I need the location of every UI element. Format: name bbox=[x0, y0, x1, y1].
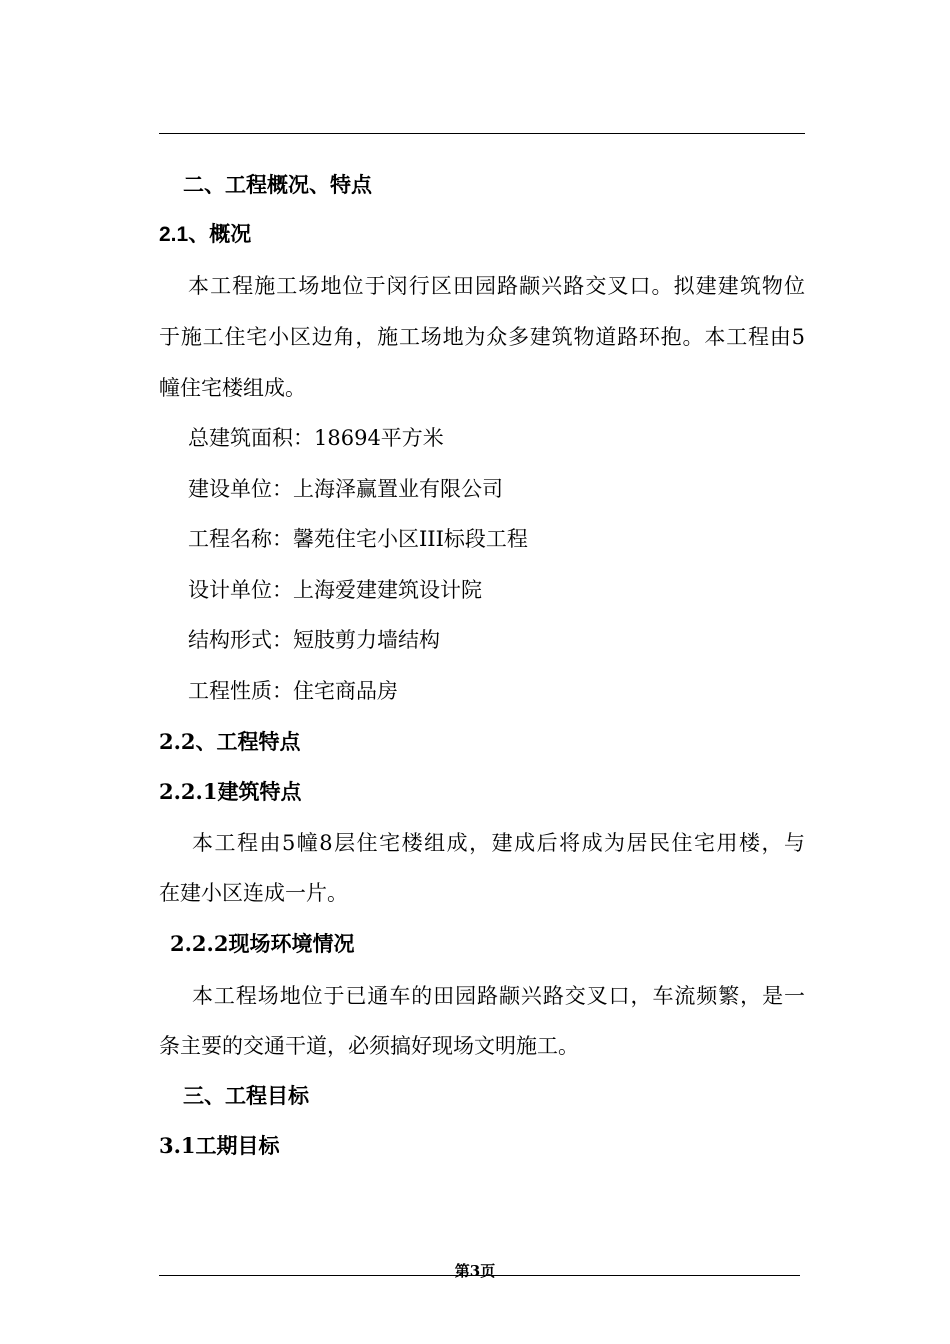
fact-developer: 建设单位：上海泽赢置业有限公司 bbox=[188, 477, 503, 501]
fact-structure: 结构形式：短肢剪力墙结构 bbox=[188, 628, 440, 652]
section221-para-line-1: 本工程由5幢8层住宅楼组成，建成后将成为居民住宅用楼，与 bbox=[192, 831, 805, 855]
section2-heading: 二、工程概况、特点 bbox=[183, 172, 372, 197]
section21-para-line-2: 于施工住宅小区边角，施工场地为众多建筑物道路环抱。本工程由5 bbox=[159, 325, 805, 349]
section222-heading: 2.2.2现场环境情况 bbox=[170, 931, 355, 956]
section31-heading: 3.1工期目标 bbox=[159, 1133, 280, 1158]
section222-para-line-1: 本工程场地位于已通车的田园路颛兴路交叉口，车流频繁，是一 bbox=[192, 984, 805, 1008]
footer-rule bbox=[159, 1275, 800, 1276]
section21-para-line-3: 幢住宅楼组成。 bbox=[159, 376, 306, 400]
fact-nature: 工程性质：住宅商品房 bbox=[188, 679, 398, 703]
section21-heading: 2.1、概况 bbox=[159, 223, 252, 246]
page-number: 第3页 bbox=[454, 1262, 496, 1280]
fact-total-area: 总建筑面积：18694平方米 bbox=[188, 426, 444, 450]
section3-heading: 三、工程目标 bbox=[183, 1083, 309, 1108]
section22-heading: 2.2、工程特点 bbox=[159, 729, 301, 754]
fact-designer: 设计单位：上海爱建建筑设计院 bbox=[188, 578, 482, 602]
section222-para-line-2: 条主要的交通干道，必须搞好现场文明施工。 bbox=[159, 1034, 579, 1058]
section221-para-line-2: 在建小区连成一片。 bbox=[159, 881, 348, 905]
section221-heading: 2.2.1建筑特点 bbox=[159, 779, 302, 804]
section21-para-line-1: 本工程施工场地位于闵行区田园路颛兴路交叉口。拟建建筑物位 bbox=[188, 274, 805, 298]
header-rule bbox=[159, 133, 805, 134]
fact-project-name: 工程名称：馨苑住宅小区III标段工程 bbox=[188, 527, 528, 551]
